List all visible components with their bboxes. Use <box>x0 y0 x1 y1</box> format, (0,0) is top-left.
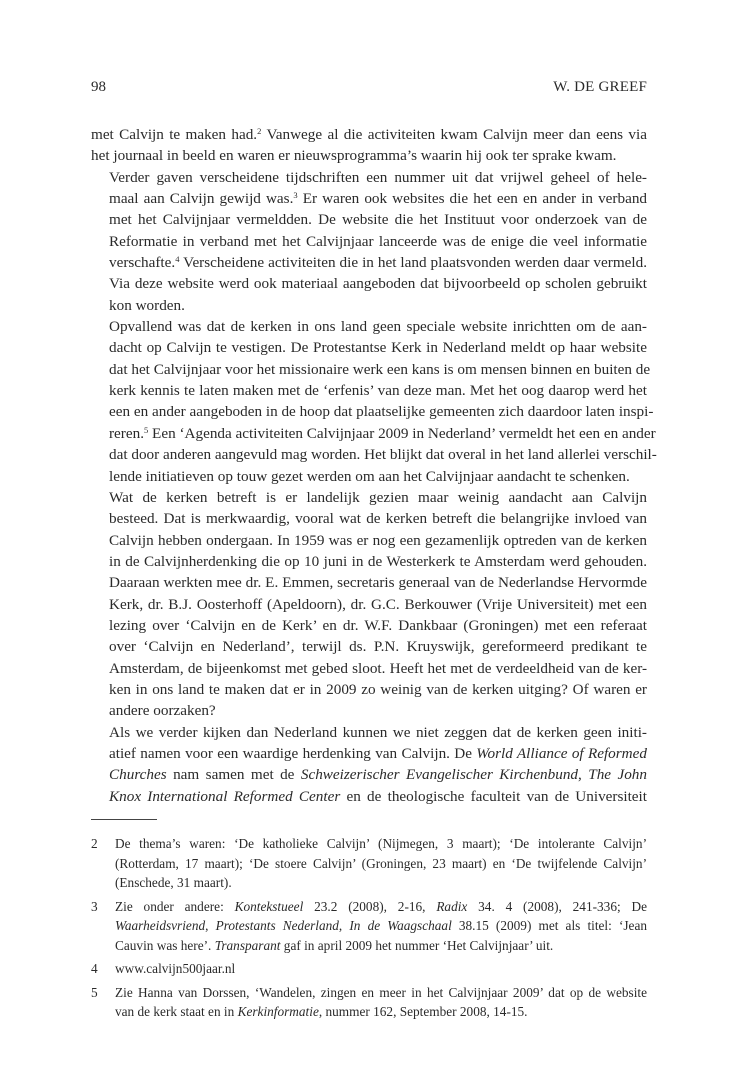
italic-title: Waarheidsvriend <box>115 918 206 933</box>
italic-title: Kerkinformatie <box>237 1004 319 1019</box>
running-head-author: W. DE GREEF <box>553 79 647 95</box>
text-line: met Calvijn te maken had.$^2$ Vanwege al die activiteiten kwam Calvijn meer dan eens via <box>91 126 647 143</box>
text-line: lende initiatieven op touw gezet werden om aan het Calvijnjaar aandacht te schenken. <box>109 467 630 485</box>
text-line: reren.$^5$ Een ‘Agenda activiteiten Calvijnjaar 2009 in Nederland’ vermeldt het een en ander <box>109 424 656 442</box>
paragraph <box>91 487 647 722</box>
footnote-line: Zie Hanna van Dorssen, ‘Wandelen, zingen en meer in het Calvijnjaar 2009’ dat op de website <box>115 984 647 1000</box>
text-line: ken in ons land te maken dat er in 2009 zo weinig van de kerken uitging? Of waren er <box>109 680 647 698</box>
footnote <box>91 959 647 979</box>
footnote-ref[interactable]: 4 <box>175 254 180 265</box>
text-line: besteed. Dat is merkwaardig, vooral wat de kerken betreft die belangrijke invloed van <box>109 510 647 528</box>
text-line: Via deze website werd ook materiaal aangeboden dat bijvoorbeeld op scholen gebruikt <box>109 275 647 293</box>
italic-title: Transparant <box>214 937 281 953</box>
text-line: dacht op Calvijn te vestigen. De Protestantse Kerk in Nederland meldt op haar website <box>109 339 647 357</box>
text-line: kerk kennis te laten maken met de ‘erfenis’ van deze man. Met het oog daarop werd het <box>109 382 647 400</box>
footnote-line: Waarheidsvriend, Protestants Nederland, In de Waagschaal 38.15 (2009) met als titel: ‘Jean <box>115 918 647 933</box>
italic-title: Protestants Nederland <box>215 918 339 933</box>
italic-title: The John <box>588 766 647 784</box>
text-line: in de Calvijnherdenking die op 10 juni in de Westerkerk te Amsterdam werd gehouden. <box>109 552 647 570</box>
footnote-line: (Rotterdam, 17 maart); ‘De stoere Calvijn’ (Groningen, 23 maart) en ‘De twijfelende Calvijn’ <box>115 855 647 871</box>
footnote <box>91 983 647 1022</box>
text-line: Reformatie in verband met het Calvijnjaar lanceerde was de enige die veel informatie <box>109 232 647 250</box>
paragraph <box>91 167 647 316</box>
italic-title: Churches <box>109 766 167 784</box>
text-line: Amsterdam, de bijeenkomst met gebed sloot. Heeft het met de verdeeldheid van de ker- <box>109 659 647 677</box>
text-line: over ‘Calvijn en Nederland’, terwijl ds. P.N. Kruyswijk, gereformeerd predikant te <box>109 638 647 656</box>
text-line: Daaraan werkten mee dr. E. Emmen, secretaris generaal van de Nederlandse Hervormde <box>109 574 647 592</box>
text-line: kon worden. <box>109 296 185 314</box>
footnote-line: www.calvijn500jaar.nl <box>115 961 236 976</box>
text-line: lezing over ‘Calvijn en de Kerk’ en dr. W.F. Dankbaar (Groningen) met een referaat <box>109 616 647 634</box>
footnote-ref[interactable]: 5 <box>144 424 149 435</box>
text-line: atief namen voor een waardige herdenking van Calvijn. De World Alliance of Reformed <box>109 744 647 762</box>
footnote-line: De thema’s waren: ‘De katholieke Calvijn’ (Nijmegen, 3 maart); ‘De intolerante Calvijn’ <box>115 836 647 851</box>
footnote-number: 2 <box>91 836 98 851</box>
text-line: Opvallend was dat de kerken in ons land geen speciale website inrichtten om de aan- <box>109 318 647 336</box>
italic-title: Radix <box>436 898 468 914</box>
footnote-ref[interactable]: 2 <box>257 126 262 136</box>
paragraph <box>91 124 647 167</box>
text-line: Churches nam samen met de Schweizerischer Evangelischer Kirchenbund, The John <box>109 766 647 784</box>
text-line: Verder gaven verscheidene tijdschriften een nummer uit dat vrijwel geheel of hele- <box>109 168 647 186</box>
footnote-number: 4 <box>91 961 98 976</box>
page-number: 98 <box>91 79 106 95</box>
footnote <box>91 897 647 956</box>
text-line: dat door anderen aangevuld mag worden. Het blijkt dat overal in het land allerlei verschil- <box>109 446 657 464</box>
italic-title: World Alliance of Reformed <box>476 744 647 762</box>
text-line: andere oorzaken? <box>109 702 216 720</box>
footnote-number: 5 <box>91 984 98 1000</box>
text-line: Calvijn hebben ondergaan. In 1959 was er nog een gezamenlijk optreden van de kerken <box>109 531 647 549</box>
footnote-line: Zie onder andere: Kontekstueel 23.2 (2008), 2-16, Radix 34. 4 (2008), 241-336; De <box>115 898 647 914</box>
italic-title: In de Waagschaal <box>349 918 452 933</box>
text-line: Knox International Reformed Center en de theologische faculteit van de Universiteit <box>109 787 647 805</box>
paragraph <box>91 722 647 807</box>
footnote <box>91 834 647 893</box>
footnote-number: 3 <box>91 898 98 914</box>
text-line: Kerk, dr. B.J. Oosterhoff (Apeldoorn), dr. G.C. Berkouwer (Vrije Universiteit) met een <box>109 595 647 613</box>
italic-title: Schweizerischer Evangelischer Kirchenbund <box>300 766 579 784</box>
text-line: een en ander aangeboden in de hoop dat plaatselijke gemeenten zich daardoor laten inspi- <box>109 403 654 421</box>
running-header <box>91 79 647 101</box>
text-line: verschafte.$^4$ Verscheidene activiteiten die in het land plaatsvonden werden daar vermeld. <box>109 254 647 272</box>
footnotes <box>91 834 647 1026</box>
footnote-line: Cauvin was here’. Transparant gaf in april 2009 het nummer ‘Het Calvijnjaar’ uit. <box>115 937 554 953</box>
text-line: Wat de kerken betreft is er landelijk gezien maar weinig aandacht aan Calvijn <box>109 488 647 506</box>
text-line: Als we verder kijken dan Nederland kunnen we niet zeggen dat de kerken geen initi- <box>109 723 647 741</box>
paragraph <box>91 316 657 487</box>
footnote-ref[interactable]: 3 <box>293 190 298 201</box>
main-text <box>91 124 657 807</box>
text-line: met het Calvijnjaar vermeldden. De website die het Instituut voor onderzoek van de <box>109 211 647 229</box>
text-line: maal aan Calvijn gewijd was.$^3$ Er waren ook websites die het een en ander in verband <box>109 190 648 208</box>
footnote-line: (Enschede, 31 maart). <box>115 875 232 890</box>
italic-title: Kontekstueel <box>234 898 304 914</box>
footnote-line: van de kerk staat en in Kerkinformatie, nummer 162, September 2008, 14-15. <box>115 1004 528 1019</box>
italic-title: Knox International Reformed Center <box>109 787 341 805</box>
footnote-separator <box>91 819 157 820</box>
text-line: het journaal in beeld en waren er nieuwsprogramma’s waarin hij ook ter sprake kwam. <box>91 147 617 165</box>
text-line: dat het Calvijnjaar voor het missionaire werk een kans is om mensen binnen en buiten de <box>109 360 651 378</box>
